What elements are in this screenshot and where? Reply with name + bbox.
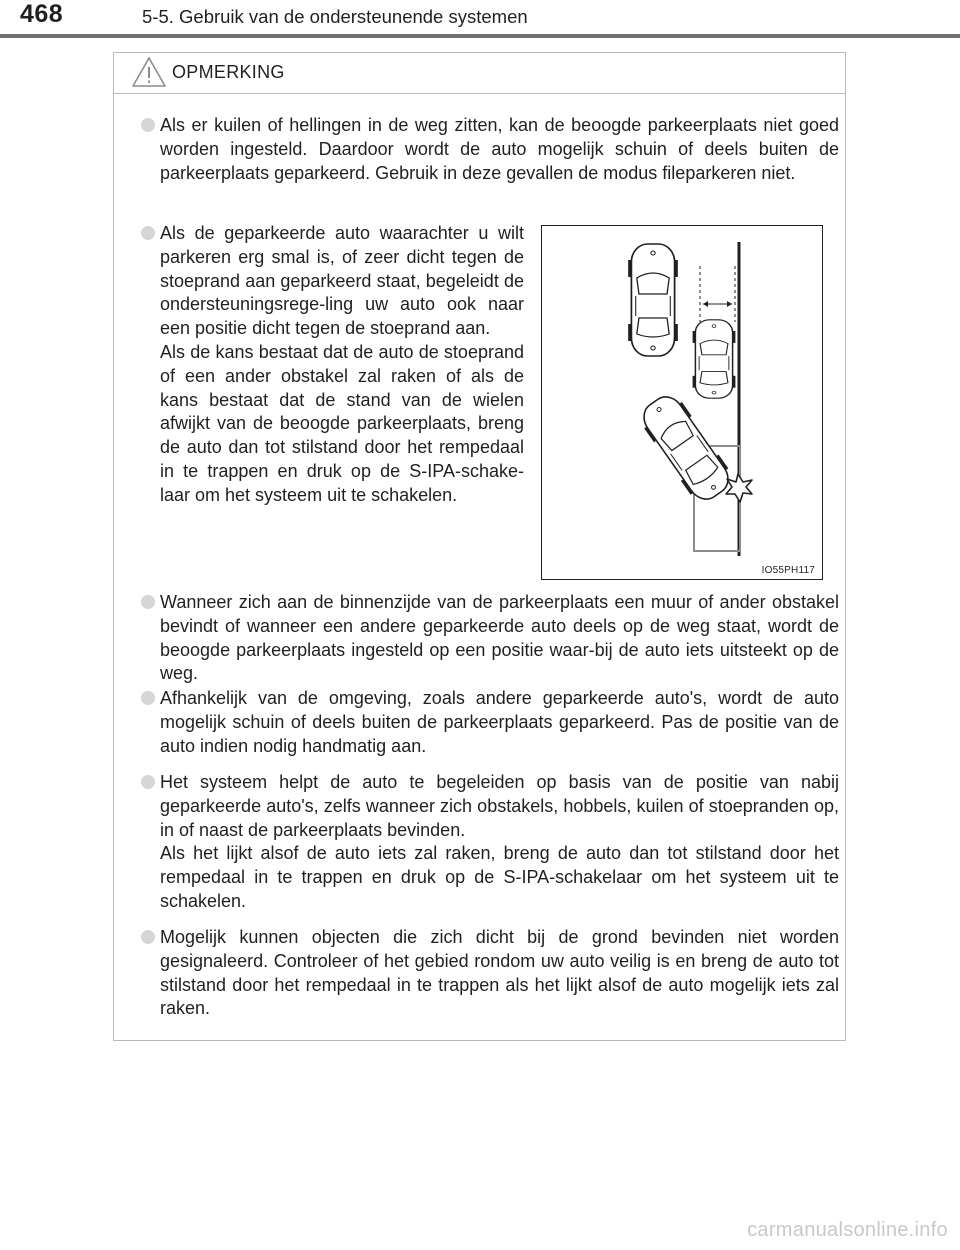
notice-header [114, 53, 845, 94]
bullet-text: Als de kans bestaat dat de auto de stoeprand of een ander obstakel zal raken of als de kans bestaat dat de stand van de wielen afwijkt van de beoogde parkeerplaats, breng de auto dan tot stilstand door het rempedaal in te trappen en druk op de S-IPA-schake-laar om het systeem uit te schakelen. [160, 341, 524, 505]
bullet-dot [141, 691, 155, 705]
bullet-text: Mogelijk kunnen objecten die zich dicht bij de grond bevinden niet worden gesignaleerd. Controleer of het gebied rondom uw auto veilig is en breng de auto tot stilstand door het rempedaal in te trappen als het lijkt alsof de auto mogelijk iets zal raken. [160, 927, 839, 1019]
figure-code: IO55PH117 [761, 565, 815, 576]
bullet-dot [141, 930, 155, 944]
bullet-text: Als de geparkeerde auto waarachter u wilt parkeren erg smal is, of zeer dicht tegen de stoeprand aan geparkeerd staat, begeleidt de ondersteuningsrege-ling uw auto ook naar een positie dicht tegen de stoeprand aan. [160, 223, 524, 339]
parking-figure [541, 225, 823, 580]
parking-diagram [542, 226, 822, 579]
notice-box [113, 52, 846, 1041]
warning-triangle-icon [131, 56, 167, 88]
bullet-item [141, 591, 839, 686]
header-rule [0, 34, 960, 38]
bullet-item [141, 687, 839, 758]
bullet-dot [141, 775, 155, 789]
bullet-dot [141, 595, 155, 609]
bullet-item [141, 114, 839, 185]
bullet-dot [141, 226, 155, 240]
watermark: carmanualsonline.info [747, 1219, 948, 1241]
bullet-text: Het systeem helpt de auto te begeleiden op basis van de positie van nabij geparkeerde auto's, zelfs wanneer zich obstakels, hobbels, kuilen of stoepranden op, in of naast de parkeerplaats bevinden. [160, 772, 839, 840]
bullet-item [141, 222, 524, 508]
section-title: 5-5. Gebruik van de ondersteunende systemen [142, 6, 528, 27]
notice-label: OPMERKING [172, 62, 285, 82]
bullet-text: Als er kuilen of hellingen in de weg zitten, kan de beoogde parkeerplaats niet goed worden ingesteld. Daardoor wordt de auto mogelijk schuin of deels buiten de parkeerplaats geparkeerd. Gebruik in deze gevallen de modus fileparkeren niet. [160, 115, 839, 183]
bullet-item [141, 926, 839, 1021]
bullet-text: Als het lijkt alsof de auto iets zal raken, breng de auto dan tot stilstand door het rempedaal in te trappen en druk op de S-IPA-schakelaar om het systeem uit te schakelen. [160, 843, 839, 911]
page-number: 468 [20, 0, 64, 28]
bullet-text: Afhankelijk van de omgeving, zoals andere geparkeerde auto's, wordt de auto mogelijk schuin of deels buiten de parkeerplaats geparkeerd. Pas de positie van de auto indien nodig handmatig aan. [160, 688, 839, 756]
bullet-dot [141, 118, 155, 132]
bullet-text: Wanneer zich aan de binnenzijde van de parkeerplaats een muur of ander obstakel bevindt of wanneer een andere geparkeerde auto deels op de weg staat, wordt de beoogde parkeerplaats ingesteld op een positie waar-bij de auto iets uitsteekt op de weg. [160, 592, 839, 684]
bullet-item [141, 771, 839, 914]
